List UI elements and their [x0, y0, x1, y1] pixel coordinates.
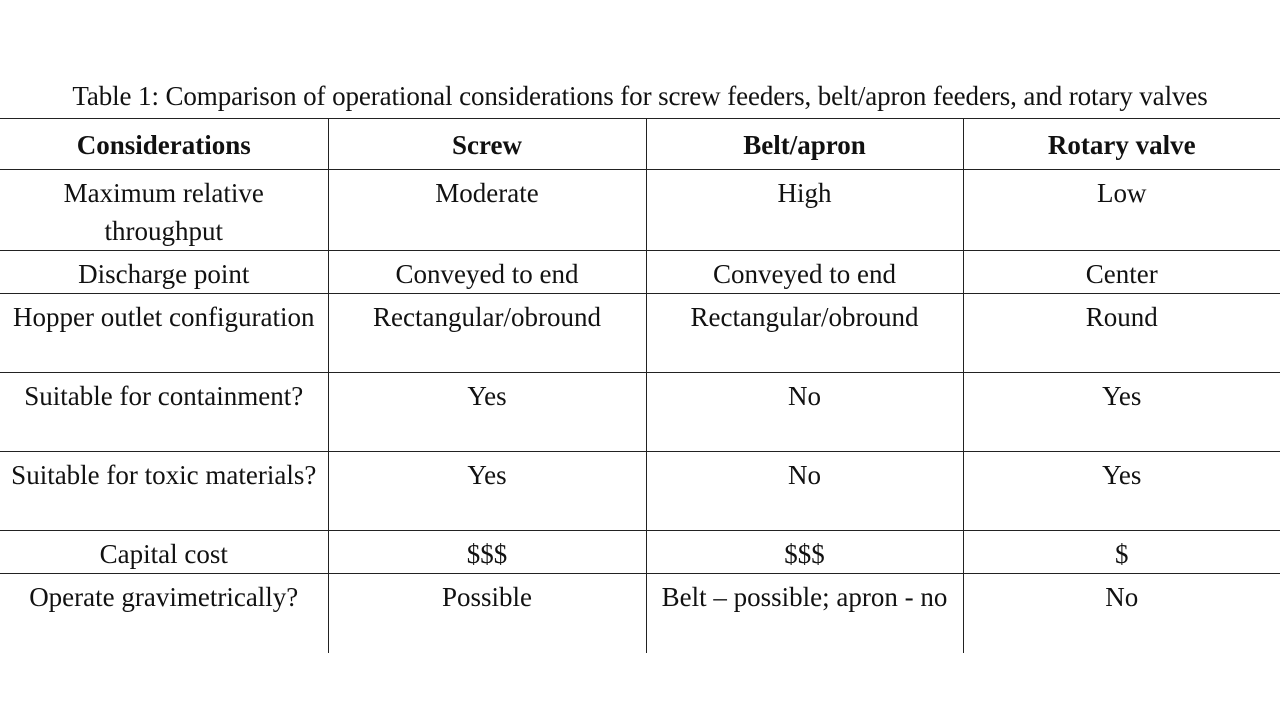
- table-cell: Low: [963, 170, 1280, 251]
- table-cell: Round: [963, 294, 1280, 373]
- table-row: [0, 452, 1280, 531]
- table-cell: Rectangular/obround: [646, 294, 963, 373]
- header-screw: Screw: [328, 119, 646, 170]
- table-row: [0, 294, 1280, 373]
- table-cell: Center: [963, 251, 1280, 294]
- table-row: [0, 574, 1280, 653]
- table-cell: Yes: [328, 373, 646, 452]
- header-rotary-valve: Rotary valve: [963, 119, 1280, 170]
- table-row: [0, 531, 1280, 574]
- table-cell: Possible: [328, 574, 646, 653]
- table-cell: No: [646, 373, 963, 452]
- table-cell: No: [646, 452, 963, 531]
- table-cell: Rectangular/obround: [328, 294, 646, 373]
- table-cell: No: [963, 574, 1280, 653]
- row-label: Capital cost: [0, 531, 328, 574]
- table-row: [0, 251, 1280, 294]
- row-label: Hopper outlet configuration: [0, 294, 328, 373]
- header-considerations: Considerations: [0, 119, 328, 170]
- table-caption: Table 1: Comparison of operational considerations for screw feeders, belt/apron feeders, and rotary valves: [72, 81, 1208, 111]
- row-label: Maximum relative throughput: [0, 170, 328, 251]
- table-cell: High: [646, 170, 963, 251]
- comparison-table: [0, 118, 1280, 653]
- table-row: [0, 373, 1280, 452]
- table-cell: Conveyed to end: [328, 251, 646, 294]
- row-label: Suitable for toxic materials?: [0, 452, 328, 531]
- table-cell: Belt – possible; apron - no: [646, 574, 963, 653]
- table-cell: Moderate: [328, 170, 646, 251]
- table-cell: Conveyed to end: [646, 251, 963, 294]
- header-belt-apron: Belt/apron: [646, 119, 963, 170]
- table-cell: $$$: [328, 531, 646, 574]
- row-label: Operate gravimetrically?: [29, 582, 299, 612]
- table-cell: $: [963, 531, 1280, 574]
- table-row: [0, 170, 1280, 251]
- table-cell: $$$: [646, 531, 963, 574]
- table-cell: Yes: [963, 452, 1280, 531]
- row-label: Discharge point: [0, 251, 328, 294]
- table-cell: Yes: [963, 373, 1280, 452]
- header-row: [0, 119, 1280, 170]
- row-label: Suitable for containment?: [0, 373, 328, 452]
- comparison-table-container: [0, 118, 1280, 653]
- table-cell: Yes: [328, 452, 646, 531]
